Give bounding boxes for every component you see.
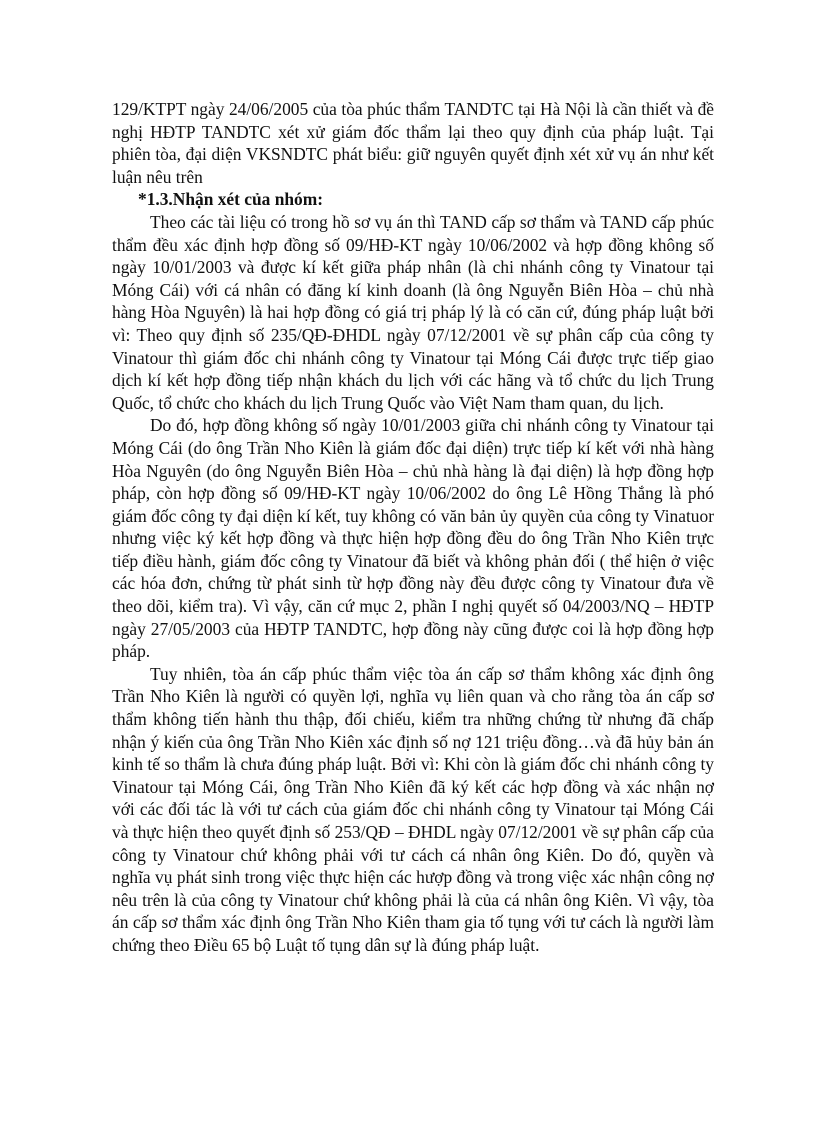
paragraph-analysis-1: Theo các tài liệu có trong hồ sơ vụ án thì TAND cấp sơ thẩm và TAND cấp phúc thẩm đều xác định hợp đồng số 09/HĐ-KT ngày 10/06/2002 và hợp đồng không số ngày 10/01/2003 và được kí kết giữa pháp nhân (là chi nhánh công ty Vinatour tại Móng Cái) với cá nhân có đăng kí kinh doanh (là ông Nguyễn Biên Hòa – chủ nhà hàng Hòa Nguyên) là hai hợp đồng có giá trị pháp lý là có căn cứ, đúng pháp luật bởi vì: Theo quy định số 235/QĐ-ĐHDL ngày 07/12/2001 về sự phân cấp của công ty Vinatour thì giám đốc chi nhánh công ty Vinatour tại Móng Cái được trực tiếp giao dịch kí kết hợp đồng tiếp nhận khách du lịch với các hãng và tổ chức du lịch Trung Quốc, tổ chức cho khách du lịch Trung Quốc vào Việt Nam tham quan, du lịch. bbox=[112, 211, 714, 413]
paragraph-intro: 129/KTPT ngày 24/06/2005 của tòa phúc thẩm TANDTC tại Hà Nội là cần thiết và đề nghị HĐTP TANDTC xét xử giám đốc thẩm lại theo quy định của pháp luật. Tại phiên tòa, đại diện VKSNDTC phát biểu: giữ nguyên quyết định xét xử vụ án như kết luận nêu trên bbox=[112, 99, 714, 187]
section-heading: *1.3.Nhận xét của nhóm: bbox=[138, 189, 324, 210]
paragraph-analysis-2: Do đó, hợp đồng không số ngày 10/01/2003 giữa chi nhánh công ty Vinatour tại Móng Cái (do ông Trần Nho Kiên là giám đốc đại diện) trực tiếp kí kết với nhà hàng Hòa Nguyên (do ông Nguyễn Biên Hòa – chủ nhà hàng là đại diện) là hợp đồng hợp pháp, còn hợp đồng số 09/HĐ-KT ngày 10/06/2002 do ông Lê Hồng Thắng là phó giám đốc công ty đại diện kí kết, tuy không có văn bản ủy quyền của công ty Vinatuor nhưng việc ký kết hợp đồng và thực hiện hợp đồng đều do ông Trần Nho Kiên trực tiếp điều hành, giám đốc công ty Vinatour đã biết và không phản đối ( thể hiện ở việc các hóa đơn, chứng từ phát sinh từ hợp đồng này đều được công ty Vinatour đưa về theo dõi, kiểm tra). Vì vậy, căn cứ mục 2, phần I nghị quyết số 04/2003/NQ – HĐTP ngày 27/05/2003 của HĐTP TANDTC, hợp đồng này cũng được coi là hợp đồng hợp pháp. bbox=[112, 415, 714, 662]
paragraph-analysis-3: Tuy nhiên, tòa án cấp phúc thẩm việc tòa án cấp sơ thẩm không xác định ông Trần Nho Kiên là người có quyền lợi, nghĩa vụ liên quan và cho rằng tòa án cấp sơ thẩm không tiến hành thu thập, đối chiếu, kiểm tra những chứng từ nhưng đã chấp nhận ý kiến của ông Trần Nho Kiên xác định số nợ 121 triệu đồng…và đã hủy bản án kinh tế so thẩm là chưa đúng pháp luật. Bởi vì: Khi còn là giám đốc chi nhánh công ty Vinatour tại Móng Cái, ông Trần Nho Kiên đã ký kết các hợp đồng và xác nhận nợ với các đối tác là với tư cách của giám đốc chi nhánh công ty Vinatour tại Móng Cái và thực hiện theo quyết định số 253/QĐ – ĐHDL ngày 07/12/2001 về sự phân cấp của công ty Vinatour chứ không phải với tư cách cá nhân ông Kiên. Do đó, quyền và nghĩa vụ phát sinh trong việc thực hiện các hượp đồng và trong việc xác nhận công nợ nêu trên là của công ty Vinatour chứ không phải là của cá nhân ông Kiên. Vì vậy, tòa án cấp sơ thẩm xác định ông Trần Nho Kiên tham gia tố tụng với tư cách là người làm chứng theo Điều 65 bộ Luật tố tụng dân sự là đúng pháp luật. bbox=[112, 663, 714, 955]
document-page bbox=[112, 98, 714, 957]
